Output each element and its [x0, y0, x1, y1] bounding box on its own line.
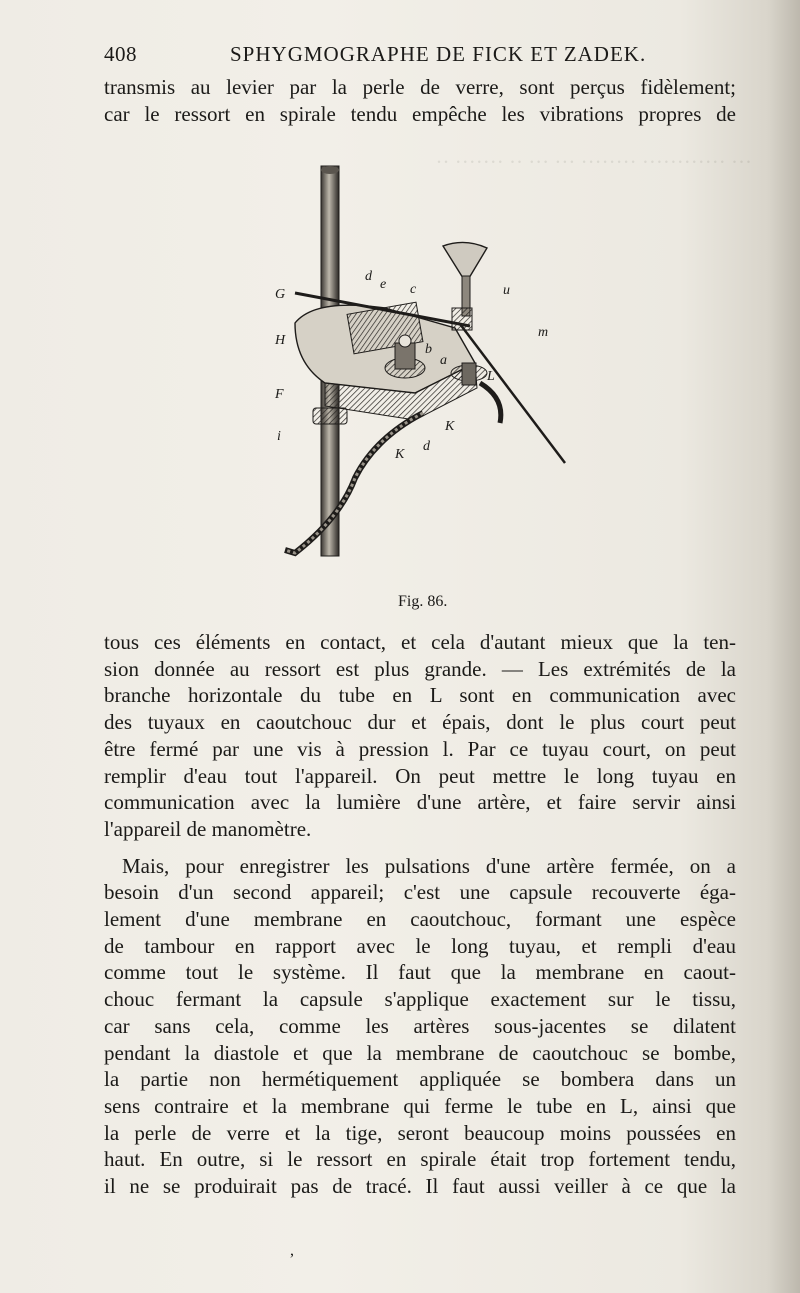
text-line: tous ces éléments en contact, et cela d'autant mieux que la ten- [104, 630, 736, 654]
footer-mark: , [290, 1242, 294, 1259]
figure-label: b [425, 342, 432, 357]
text-line: sens contraire et la membrane qui ferme le tube en L, ainsi que [104, 1093, 736, 1118]
running-title: SPHYGMOGRAPHE DE FICK ET ZADEK. [230, 42, 647, 66]
figure-label: a [440, 353, 447, 368]
figure-label: L [487, 369, 495, 384]
text-line: Mais, pour enregistrer les pulsations d'une artère fermée, on a [122, 853, 736, 878]
figure-label: G [275, 287, 286, 302]
figure-caption: Fig. 86. [398, 593, 448, 610]
text-line: branche horizontale du tube en L sont en communication avec [104, 683, 736, 708]
figure-label: d [365, 269, 372, 284]
figure-label: u [503, 283, 510, 298]
text-line: de tambour en rapport avec le long tuyau, et rempli d'eau [104, 933, 736, 958]
body-text-bottom [104, 629, 736, 1200]
figure-label: m [538, 325, 549, 340]
running-header [104, 42, 744, 70]
text-line: car le ressort en spirale tendu empêche les vibrations propres de [104, 101, 736, 126]
text-line: l'appareil de manomètre. [104, 816, 312, 841]
figure-label: K [445, 419, 455, 434]
page-number: 408 [104, 42, 137, 66]
figure-label: e [380, 277, 387, 292]
text-line: car sans cela, comme les artères sous-jacentes se dilatent [104, 1013, 736, 1038]
text-line: pendant la diastole et que la membrane de caoutchouc se bombe, [104, 1040, 736, 1065]
figure-sphygmograph [255, 158, 585, 568]
text-line: lement d'une membrane en caoutchouc, formant une espèce [104, 907, 736, 932]
text-line: la partie non hermétiquement appliquée se bombera dans un [104, 1067, 736, 1092]
figure-label: i [277, 429, 281, 444]
text-line: être fermé par une vis à pression l. Par ce tuyau court, on peut [104, 736, 736, 761]
text-line: il ne se produirait pas de tracé. Il faut aussi veiller à ce que la [104, 1174, 736, 1199]
sphygmograph-illustration [255, 158, 585, 568]
text-line: sion donnée au ressort est plus grande. — Les extrémités de la [104, 656, 736, 681]
text-line: communication avec la lumière d'une artère, et faire servir ainsi [104, 790, 736, 815]
text-line: la perle de verre et la tige, seront beaucoup moins poussées en [104, 1120, 736, 1145]
figure-label: F [275, 387, 284, 402]
figure-label: K [395, 447, 405, 462]
text-line: chouc fermant la capsule s'applique exactement sur le tissu, [104, 987, 736, 1012]
body-text-top [104, 74, 736, 127]
text-line: comme tout le système. Il faut que la membrane en caout- [104, 960, 736, 985]
figure-label: c [410, 282, 417, 297]
figure-label: d [423, 439, 430, 454]
text-line: besoin d'un second appareil; c'est une capsule recouverte éga- [104, 880, 736, 905]
text-line: remplir d'eau tout l'appareil. On peut mettre le long tuyau en [104, 763, 736, 788]
text-line: des tuyaux en caoutchouc dur et épais, dont le plus court peut [104, 710, 736, 735]
text-line: haut. En outre, si le ressort en spirale était trop fortement tendu, [104, 1147, 736, 1172]
text-line: transmis au levier par la perle de verre, sont perçus fidèlement; [104, 75, 736, 99]
show-through-text: ··· ············ ········ ··· ··· ·· ······· ·· [435, 150, 752, 174]
figure-label: H [275, 333, 286, 348]
